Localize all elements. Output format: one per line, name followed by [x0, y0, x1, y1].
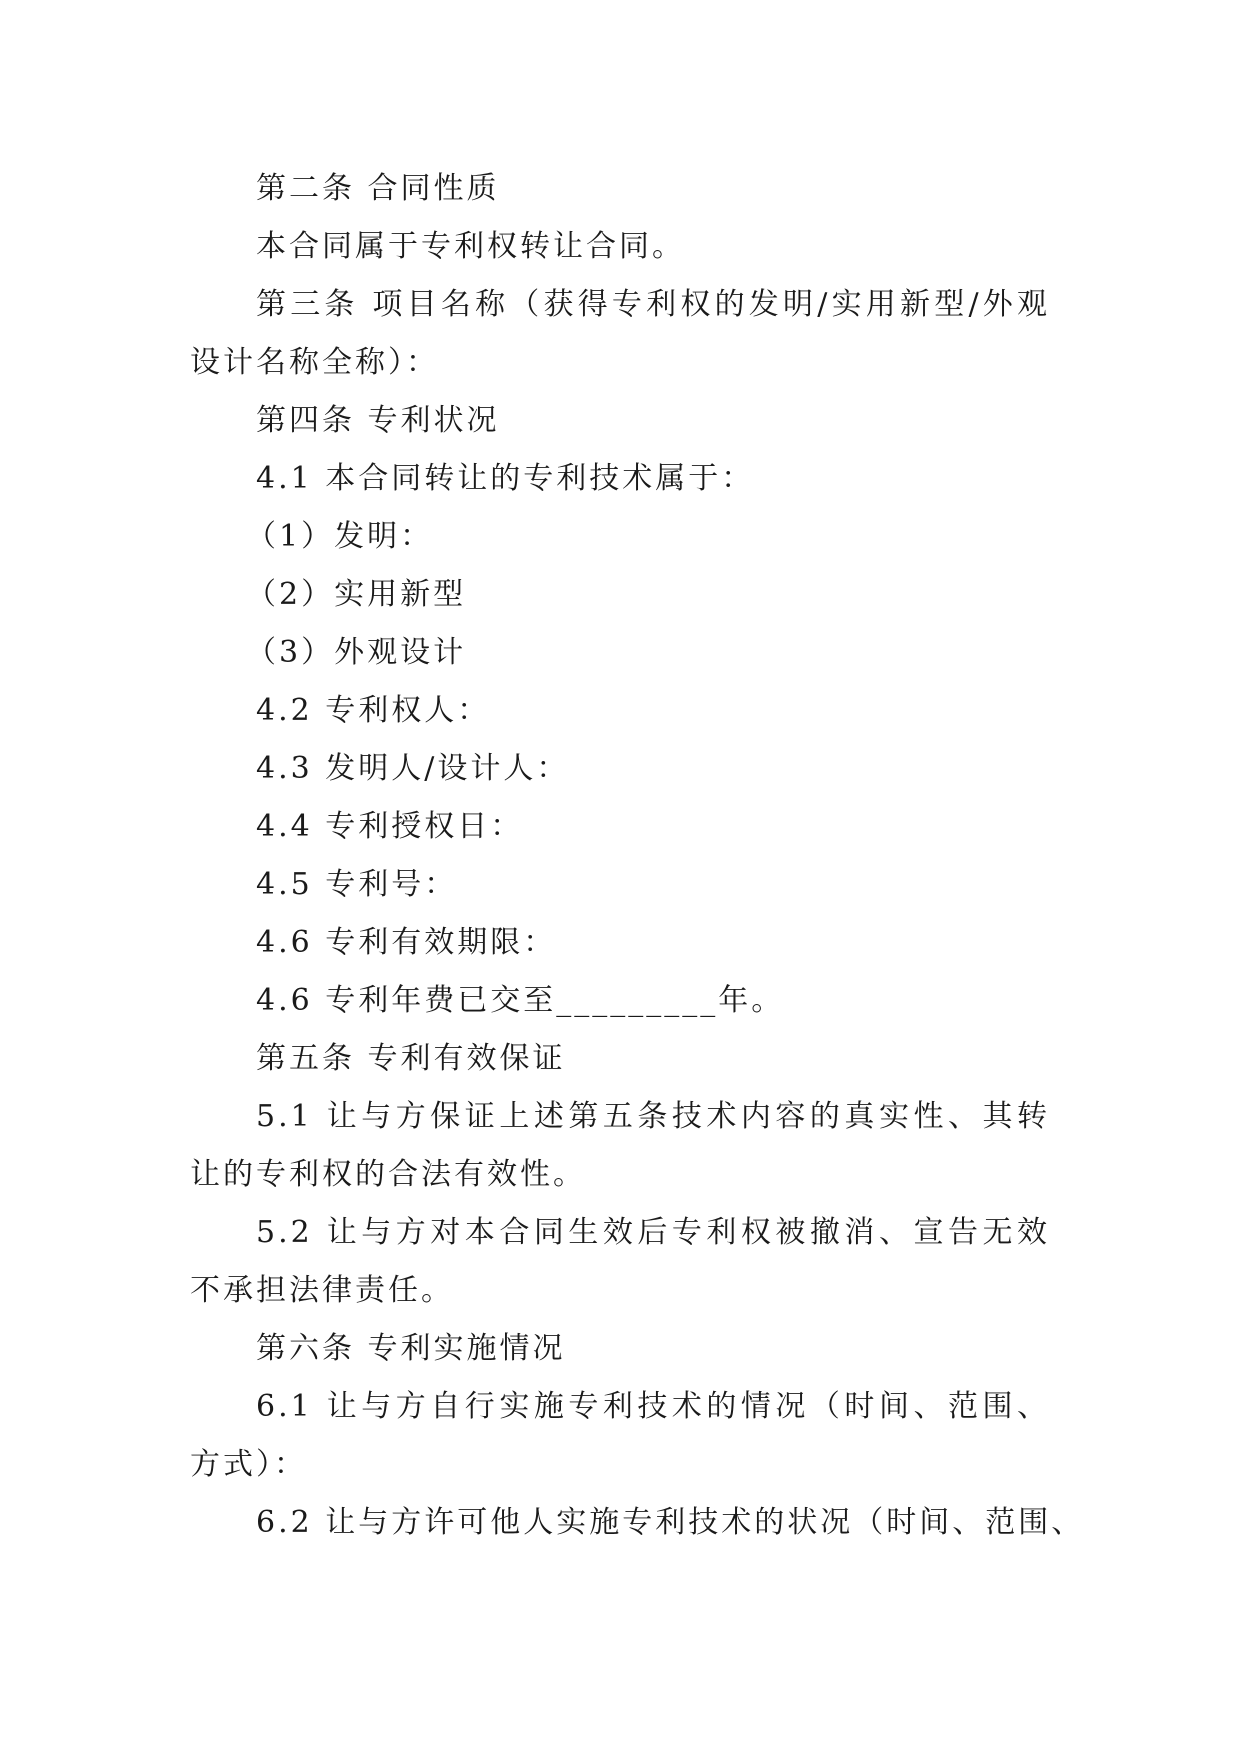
option-utility-model: （2）实用新型 [246, 577, 467, 612]
clause-4-5: 4.5 专利号： [256, 867, 458, 902]
article-2-heading: 第二条 合同性质 [256, 171, 500, 206]
clause-4-3: 4.3 发明人/设计人： [256, 751, 570, 786]
option-design: （3）外观设计 [246, 635, 467, 670]
clause-4-2: 4.2 专利权人： [256, 693, 491, 728]
clause-4-6-validity: 4.6 专利有效期限： [256, 925, 557, 960]
article-3-heading: 第三条 项目名称（获得专利权的发明/实用新型/外观设计名称全称）： [190, 287, 1050, 380]
option-invention: （1）发明： [246, 519, 434, 554]
clause-6-1: 6.1 让与方自行实施专利技术的情况（时间、范围、方式）： [190, 1389, 1050, 1482]
document-body [190, 160, 1085, 1552]
clause-5-1: 5.1 让与方保证上述第五条技术内容的真实性、其转让的专利权的合法有效性。 [190, 1099, 1050, 1192]
article-5-heading: 第五条 专利有效保证 [256, 1041, 566, 1076]
article-2-text: 本合同属于专利权转让合同。 [256, 229, 685, 264]
clause-6-2: 6.2 让与方许可他人实施专利技术的状况（时间、范围、 [256, 1505, 1085, 1540]
clause-4-4: 4.4 专利授权日： [256, 809, 524, 844]
article-6-heading: 第六条 专利实施情况 [256, 1331, 566, 1366]
article-4-heading: 第四条 专利状况 [256, 403, 500, 438]
clause-4-6-annual-fee: 4.6 专利年费已交至_________年。 [256, 983, 785, 1018]
clause-5-2: 5.2 让与方对本合同生效后专利权被撤消、宣告无效不承担法律责任。 [190, 1215, 1050, 1308]
clause-4-1: 4.1 本合同转让的专利技术属于： [256, 461, 755, 496]
